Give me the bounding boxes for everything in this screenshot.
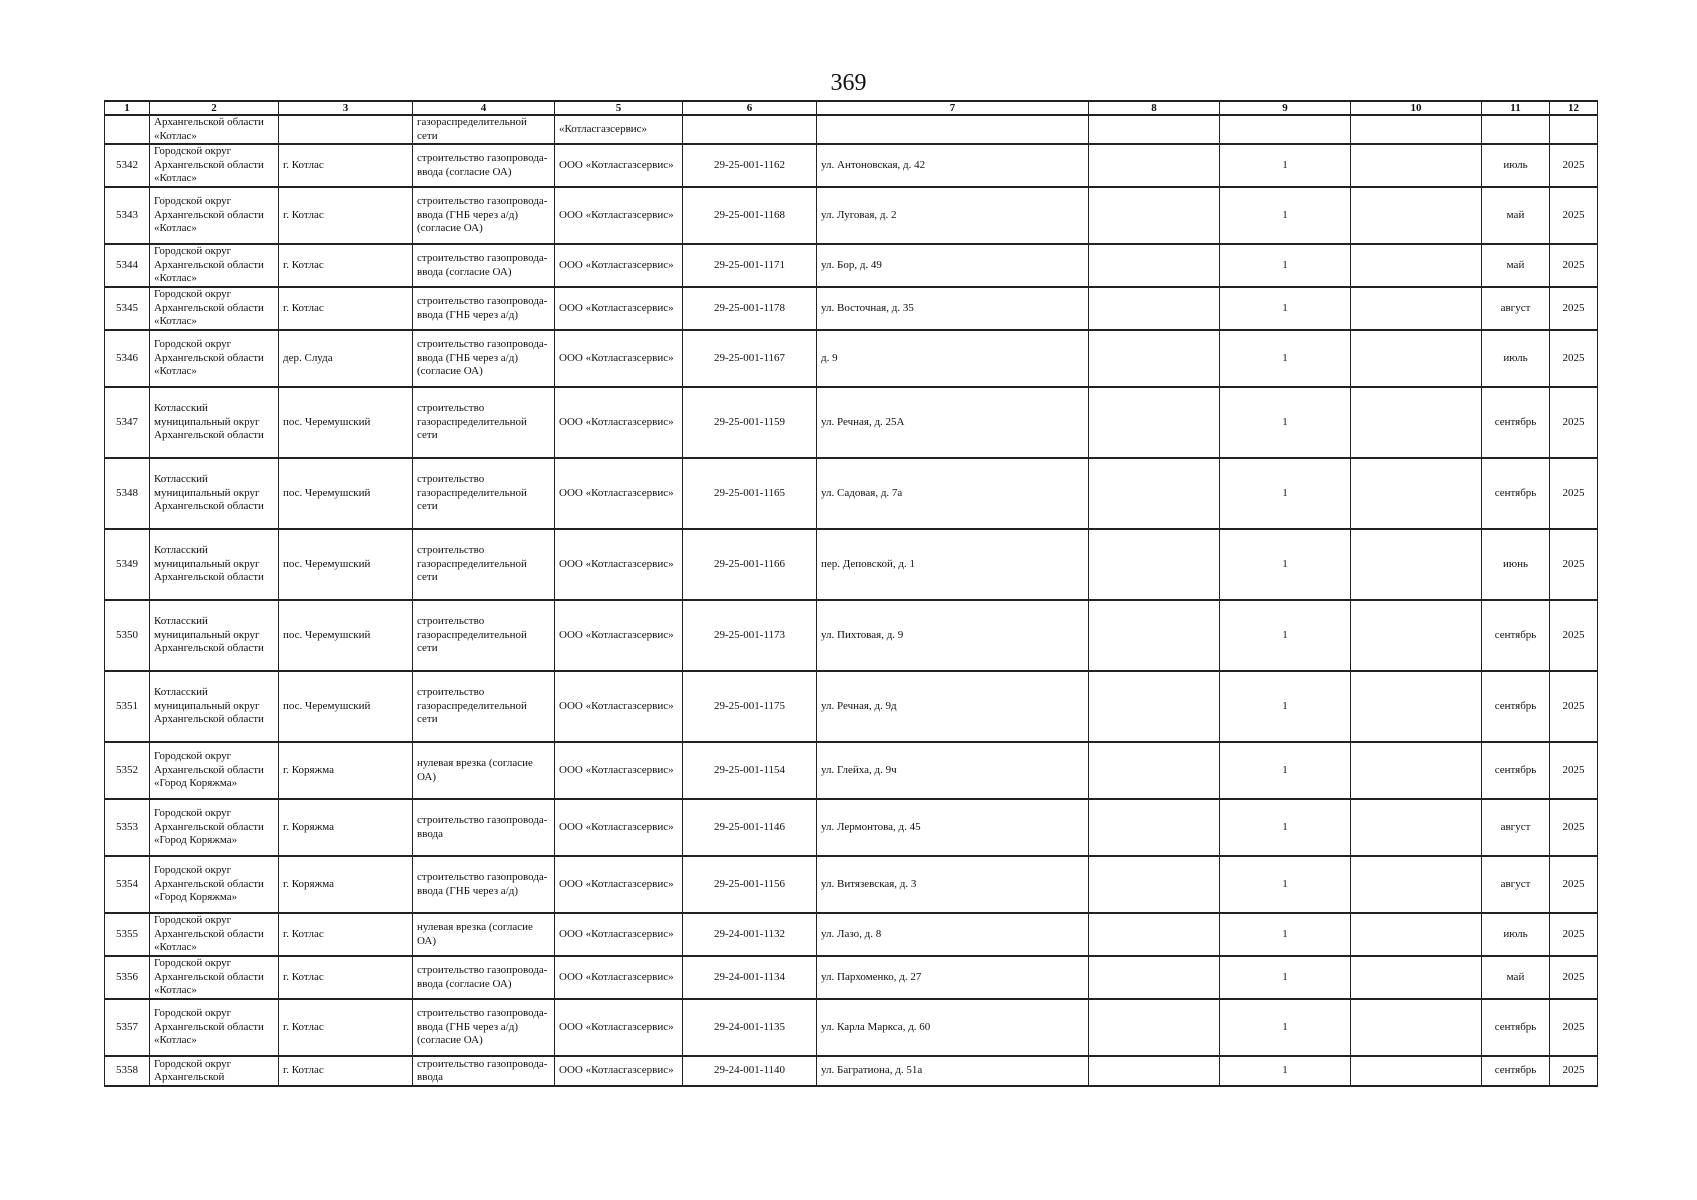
year-cell: 2025 (1550, 856, 1598, 913)
column-10-cell (1351, 144, 1482, 187)
column-10-cell (1351, 856, 1482, 913)
month-cell: июль (1482, 330, 1550, 387)
year-cell: 2025 (1550, 529, 1598, 600)
year-cell: 2025 (1550, 330, 1598, 387)
column-10-cell (1351, 600, 1482, 671)
row-number: 5352 (105, 742, 150, 799)
address-cell: ул. Антоновская, д. 42 (817, 144, 1089, 187)
work-type-cell: строительство газопровода-ввода (413, 1056, 555, 1086)
object-code-cell: 29-25-001-1146 (683, 799, 817, 856)
table-row (105, 187, 1598, 244)
work-type-cell: нулевая врезка (согласие ОА) (413, 742, 555, 799)
column-10-cell (1351, 187, 1482, 244)
organization-cell: ООО «Котласгазсервис» (555, 913, 683, 956)
work-type-cell: строительство газораспределительной сети (413, 387, 555, 458)
column-10-cell (1351, 799, 1482, 856)
organization-cell: ООО «Котласгазсервис» (555, 799, 683, 856)
work-type-cell: строительство газораспределительной сети (413, 458, 555, 529)
address-cell: ул. Луговая, д. 2 (817, 187, 1089, 244)
object-code-cell: 29-25-001-1154 (683, 742, 817, 799)
object-code-cell: 29-24-001-1140 (683, 1056, 817, 1086)
count-cell: 1 (1220, 999, 1351, 1056)
count-cell: 1 (1220, 742, 1351, 799)
column-10-cell (1351, 913, 1482, 956)
settlement-cell: г. Коряжма (279, 799, 413, 856)
count-cell: 1 (1220, 244, 1351, 287)
organization-cell: ООО «Котласгазсервис» (555, 671, 683, 742)
address-cell: ул. Восточная, д. 35 (817, 287, 1089, 330)
address-cell: ул. Речная, д. 9д (817, 671, 1089, 742)
column-header: 9 (1220, 101, 1351, 115)
municipality-cell: Котласский муниципальный округ Архангельской области (150, 529, 279, 600)
year-cell: 2025 (1550, 244, 1598, 287)
object-code-cell: 29-25-001-1171 (683, 244, 817, 287)
year-cell: 2025 (1550, 458, 1598, 529)
table-row (105, 1056, 1598, 1086)
municipality-cell: Городской округ Архангельской области «Котлас» (150, 999, 279, 1056)
month-cell: август (1482, 287, 1550, 330)
column-10-cell (1351, 244, 1482, 287)
count-cell: 1 (1220, 956, 1351, 999)
work-type-cell: строительство газопровода-ввода (ГНБ через а/д) (согласие ОА) (413, 999, 555, 1056)
row-number: 5347 (105, 387, 150, 458)
settlement-cell: г. Котлас (279, 187, 413, 244)
organization-cell: ООО «Котласгазсервис» (555, 244, 683, 287)
row-number: 5356 (105, 956, 150, 999)
organization-cell: ООО «Котласгазсервис» (555, 387, 683, 458)
municipality-cell: Котласский муниципальный округ Архангельской области (150, 458, 279, 529)
column-header: 5 (555, 101, 683, 115)
organization-cell: ООО «Котласгазсервис» (555, 287, 683, 330)
count-cell: 1 (1220, 187, 1351, 244)
row-number: 5354 (105, 856, 150, 913)
object-code-cell: 29-25-001-1175 (683, 671, 817, 742)
work-type-cell: строительство газопровода-ввода (ГНБ через а/д) (согласие ОА) (413, 187, 555, 244)
column-10-cell (1351, 999, 1482, 1056)
row-number: 5358 (105, 1056, 150, 1086)
count-cell (1220, 115, 1351, 144)
table-row (105, 956, 1598, 999)
column-10-cell (1351, 115, 1482, 144)
row-number: 5350 (105, 600, 150, 671)
municipality-cell: Городской округ Архангельской области «Котлас» (150, 956, 279, 999)
address-cell: ул. Речная, д. 25А (817, 387, 1089, 458)
address-cell: ул. Бор, д. 49 (817, 244, 1089, 287)
month-cell: май (1482, 244, 1550, 287)
row-number: 5346 (105, 330, 150, 387)
count-cell: 1 (1220, 671, 1351, 742)
row-number: 5349 (105, 529, 150, 600)
settlement-cell: г. Коряжма (279, 856, 413, 913)
month-cell: июнь (1482, 529, 1550, 600)
column-8-cell (1089, 115, 1220, 144)
address-cell: ул. Пархоменко, д. 27 (817, 956, 1089, 999)
column-8-cell (1089, 799, 1220, 856)
year-cell: 2025 (1550, 187, 1598, 244)
column-header: 4 (413, 101, 555, 115)
table-row (105, 856, 1598, 913)
work-type-cell: строительство газопровода-ввода (ГНБ через а/д) (413, 856, 555, 913)
organization-cell: «Котласгазсервис» (555, 115, 683, 144)
address-cell: ул. Витязевская, д. 3 (817, 856, 1089, 913)
address-cell: ул. Карла Маркса, д. 60 (817, 999, 1089, 1056)
month-cell: сентябрь (1482, 387, 1550, 458)
municipality-cell: Архангельской области «Котлас» (150, 115, 279, 144)
column-8-cell (1089, 600, 1220, 671)
organization-cell: ООО «Котласгазсервис» (555, 999, 683, 1056)
month-cell: сентябрь (1482, 458, 1550, 529)
column-8-cell (1089, 913, 1220, 956)
month-cell: сентябрь (1482, 742, 1550, 799)
table-row (105, 330, 1598, 387)
row-number (105, 115, 150, 144)
month-cell: май (1482, 956, 1550, 999)
column-10-cell (1351, 742, 1482, 799)
row-number: 5353 (105, 799, 150, 856)
address-cell: пер. Деповской, д. 1 (817, 529, 1089, 600)
object-code-cell: 29-25-001-1165 (683, 458, 817, 529)
table-row (105, 115, 1598, 144)
column-header: 7 (817, 101, 1089, 115)
page-number: 369 (830, 70, 867, 96)
municipality-cell: Котласский муниципальный округ Архангельской области (150, 671, 279, 742)
column-header: 3 (279, 101, 413, 115)
year-cell: 2025 (1550, 387, 1598, 458)
month-cell: сентябрь (1482, 600, 1550, 671)
column-10-cell (1351, 287, 1482, 330)
column-10-cell (1351, 671, 1482, 742)
count-cell: 1 (1220, 1056, 1351, 1086)
count-cell: 1 (1220, 856, 1351, 913)
column-8-cell (1089, 287, 1220, 330)
month-cell: сентябрь (1482, 1056, 1550, 1086)
column-10-cell (1351, 330, 1482, 387)
object-code-cell: 29-25-001-1178 (683, 287, 817, 330)
row-number: 5342 (105, 144, 150, 187)
settlement-cell: г. Котлас (279, 913, 413, 956)
column-header: 1 (105, 101, 150, 115)
table-row (105, 671, 1598, 742)
count-cell: 1 (1220, 144, 1351, 187)
object-code-cell: 29-25-001-1156 (683, 856, 817, 913)
count-cell: 1 (1220, 387, 1351, 458)
municipality-cell: Котласский муниципальный округ Архангельской области (150, 387, 279, 458)
column-header: 12 (1550, 101, 1598, 115)
object-code-cell (683, 115, 817, 144)
work-type-cell: строительство газораспределительной сети (413, 529, 555, 600)
column-8-cell (1089, 244, 1220, 287)
column-8-cell (1089, 529, 1220, 600)
settlement-cell: г. Котлас (279, 999, 413, 1056)
column-8-cell (1089, 144, 1220, 187)
year-cell: 2025 (1550, 600, 1598, 671)
work-type-cell: строительство газопровода-ввода (согласие ОА) (413, 956, 555, 999)
settlement-cell: г. Котлас (279, 1056, 413, 1086)
address-cell (817, 115, 1089, 144)
column-header: 11 (1482, 101, 1550, 115)
table-row (105, 144, 1598, 187)
settlement-cell: г. Коряжма (279, 742, 413, 799)
municipality-cell: Городской округ Архангельской области «Котлас» (150, 330, 279, 387)
work-type-cell: газораспределительной сети (413, 115, 555, 144)
count-cell: 1 (1220, 287, 1351, 330)
settlement-cell: пос. Черемушский (279, 529, 413, 600)
column-10-cell (1351, 956, 1482, 999)
organization-cell: ООО «Котласгазсервис» (555, 742, 683, 799)
work-type-cell: строительство газораспределительной сети (413, 600, 555, 671)
municipality-cell: Городской округ Архангельской области «Котлас» (150, 913, 279, 956)
work-type-cell: строительство газопровода-ввода (согласие ОА) (413, 144, 555, 187)
object-code-cell: 29-25-001-1162 (683, 144, 817, 187)
table-row (105, 742, 1598, 799)
year-cell: 2025 (1550, 742, 1598, 799)
municipality-cell: Городской округ Архангельской области «Котлас» (150, 244, 279, 287)
table-body (105, 115, 1598, 1086)
address-cell: ул. Багратиона, д. 51а (817, 1056, 1089, 1086)
column-header: 2 (150, 101, 279, 115)
object-code-cell: 29-25-001-1168 (683, 187, 817, 244)
row-number: 5351 (105, 671, 150, 742)
column-8-cell (1089, 956, 1220, 999)
settlement-cell: дер. Слуда (279, 330, 413, 387)
column-header: 6 (683, 101, 817, 115)
table-row (105, 799, 1598, 856)
object-code-cell: 29-24-001-1132 (683, 913, 817, 956)
month-cell: сентябрь (1482, 671, 1550, 742)
organization-cell: ООО «Котласгазсервис» (555, 956, 683, 999)
organization-cell: ООО «Котласгазсервис» (555, 144, 683, 187)
row-number: 5343 (105, 187, 150, 244)
month-cell: август (1482, 856, 1550, 913)
month-cell: июль (1482, 913, 1550, 956)
column-10-cell (1351, 458, 1482, 529)
table-row (105, 387, 1598, 458)
settlement-cell: пос. Черемушский (279, 600, 413, 671)
count-cell: 1 (1220, 600, 1351, 671)
year-cell: 2025 (1550, 999, 1598, 1056)
address-cell: ул. Садовая, д. 7а (817, 458, 1089, 529)
organization-cell: ООО «Котласгазсервис» (555, 529, 683, 600)
address-cell: ул. Пихтовая, д. 9 (817, 600, 1089, 671)
column-8-cell (1089, 330, 1220, 387)
municipality-cell: Городской округ Архангельской области «Котлас» (150, 187, 279, 244)
column-10-cell (1351, 387, 1482, 458)
table-row (105, 244, 1598, 287)
year-cell: 2025 (1550, 799, 1598, 856)
row-number: 5348 (105, 458, 150, 529)
year-cell: 2025 (1550, 287, 1598, 330)
year-cell: 2025 (1550, 144, 1598, 187)
row-number: 5345 (105, 287, 150, 330)
register-table (104, 100, 1598, 1087)
organization-cell: ООО «Котласгазсервис» (555, 330, 683, 387)
year-cell (1550, 115, 1598, 144)
address-cell: д. 9 (817, 330, 1089, 387)
count-cell: 1 (1220, 529, 1351, 600)
count-cell: 1 (1220, 799, 1351, 856)
object-code-cell: 29-24-001-1134 (683, 956, 817, 999)
organization-cell: ООО «Котласгазсервис» (555, 600, 683, 671)
work-type-cell: строительство газопровода-ввода (ГНБ через а/д) (согласие ОА) (413, 330, 555, 387)
year-cell: 2025 (1550, 956, 1598, 999)
year-cell: 2025 (1550, 671, 1598, 742)
row-number: 5357 (105, 999, 150, 1056)
month-cell: июль (1482, 144, 1550, 187)
year-cell: 2025 (1550, 913, 1598, 956)
row-number: 5355 (105, 913, 150, 956)
column-header: 8 (1089, 101, 1220, 115)
month-cell (1482, 115, 1550, 144)
table-row (105, 287, 1598, 330)
address-cell: ул. Лазо, д. 8 (817, 913, 1089, 956)
municipality-cell: Городской округ Архангельской области «Котлас» (150, 287, 279, 330)
municipality-cell: Городской округ Архангельской области «Котлас» (150, 144, 279, 187)
address-cell: ул. Глейха, д. 9ч (817, 742, 1089, 799)
work-type-cell: строительство газопровода-ввода (413, 799, 555, 856)
column-8-cell (1089, 999, 1220, 1056)
object-code-cell: 29-25-001-1167 (683, 330, 817, 387)
organization-cell: ООО «Котласгазсервис» (555, 187, 683, 244)
object-code-cell: 29-24-001-1135 (683, 999, 817, 1056)
month-cell: май (1482, 187, 1550, 244)
column-8-cell (1089, 187, 1220, 244)
settlement-cell: пос. Черемушский (279, 458, 413, 529)
organization-cell: ООО «Котласгазсервис» (555, 856, 683, 913)
column-8-cell (1089, 742, 1220, 799)
table-row (105, 458, 1598, 529)
month-cell: сентябрь (1482, 999, 1550, 1056)
year-cell: 2025 (1550, 1056, 1598, 1086)
settlement-cell: г. Котлас (279, 287, 413, 330)
header-row (105, 101, 1598, 115)
table-row (105, 600, 1598, 671)
column-8-cell (1089, 856, 1220, 913)
count-cell: 1 (1220, 330, 1351, 387)
object-code-cell: 29-25-001-1159 (683, 387, 817, 458)
organization-cell: ООО «Котласгазсервис» (555, 1056, 683, 1086)
column-8-cell (1089, 671, 1220, 742)
count-cell: 1 (1220, 913, 1351, 956)
settlement-cell: пос. Черемушский (279, 387, 413, 458)
row-number: 5344 (105, 244, 150, 287)
municipality-cell: Городской округ Архангельской области «Город Коряжма» (150, 799, 279, 856)
column-10-cell (1351, 529, 1482, 600)
column-8-cell (1089, 387, 1220, 458)
settlement-cell: г. Котлас (279, 144, 413, 187)
month-cell: август (1482, 799, 1550, 856)
object-code-cell: 29-25-001-1166 (683, 529, 817, 600)
table-row (105, 913, 1598, 956)
table-row (105, 529, 1598, 600)
work-type-cell: строительство газопровода-ввода (ГНБ через а/д) (413, 287, 555, 330)
table-row (105, 999, 1598, 1056)
address-cell: ул. Лермонтова, д. 45 (817, 799, 1089, 856)
work-type-cell: строительство газораспределительной сети (413, 671, 555, 742)
work-type-cell: нулевая врезка (согласие ОА) (413, 913, 555, 956)
column-10-cell (1351, 1056, 1482, 1086)
count-cell: 1 (1220, 458, 1351, 529)
object-code-cell: 29-25-001-1173 (683, 600, 817, 671)
municipality-cell: Городской округ Архангельской (150, 1056, 279, 1086)
organization-cell: ООО «Котласгазсервис» (555, 458, 683, 529)
settlement-cell (279, 115, 413, 144)
municipality-cell: Городской округ Архангельской области «Город Коряжма» (150, 742, 279, 799)
column-8-cell (1089, 1056, 1220, 1086)
column-8-cell (1089, 458, 1220, 529)
municipality-cell: Котласский муниципальный округ Архангельской области (150, 600, 279, 671)
settlement-cell: пос. Черемушский (279, 671, 413, 742)
settlement-cell: г. Котлас (279, 244, 413, 287)
column-header: 10 (1351, 101, 1482, 115)
municipality-cell: Городской округ Архангельской области «Город Коряжма» (150, 856, 279, 913)
work-type-cell: строительство газопровода-ввода (согласие ОА) (413, 244, 555, 287)
settlement-cell: г. Котлас (279, 956, 413, 999)
